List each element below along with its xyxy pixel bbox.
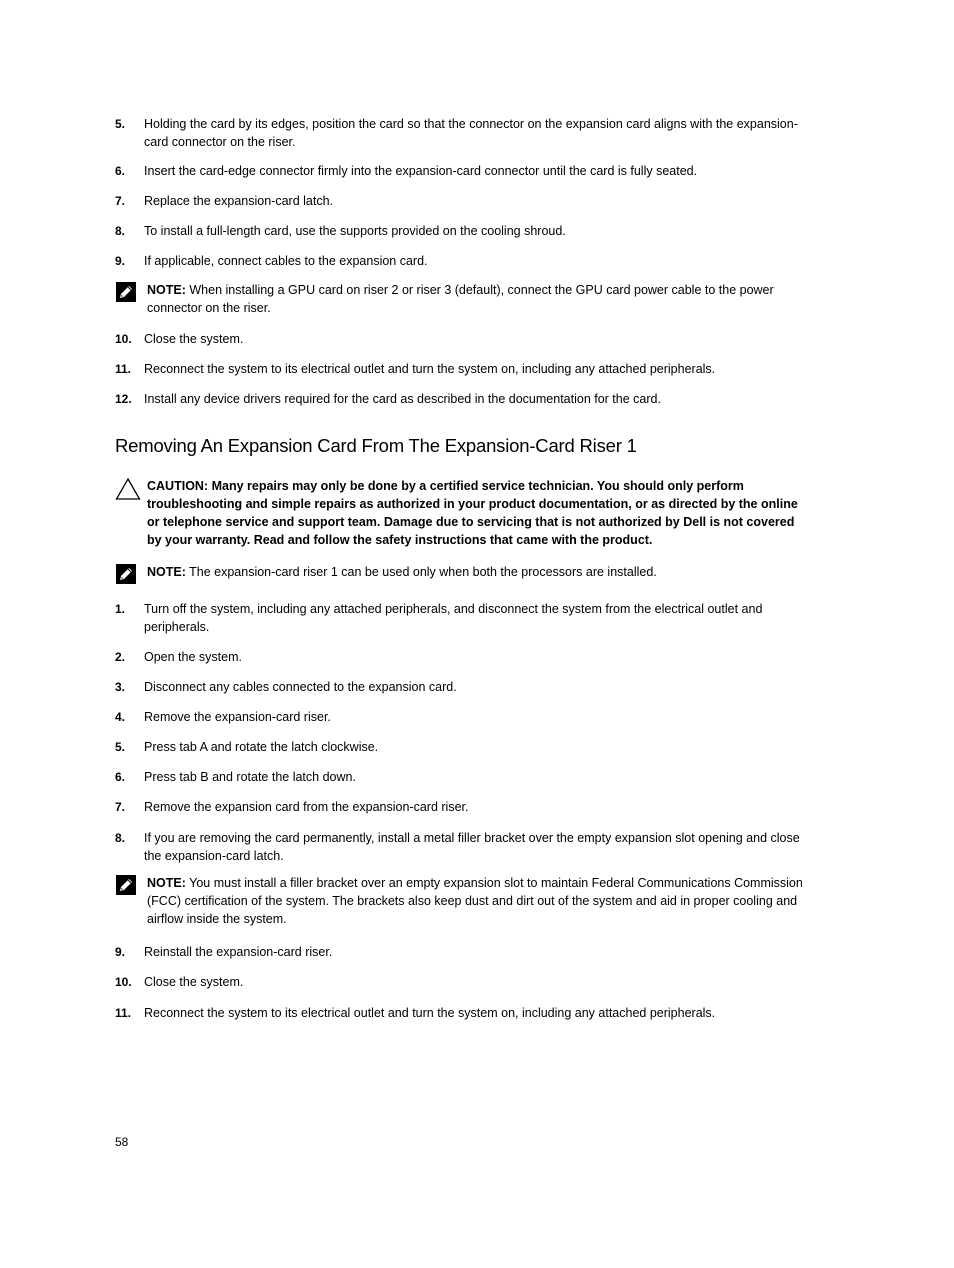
list-item bbox=[115, 600, 805, 636]
step-text: To install a full-length card, use the supports provided on the cooling shroud. bbox=[144, 224, 566, 238]
pencil-note-icon bbox=[115, 874, 147, 928]
step-number: 9. bbox=[115, 254, 126, 268]
step-text: Insert the card-edge connector firmly into the expansion-card connector until the card is fully seated. bbox=[144, 164, 698, 178]
step-number: 11. bbox=[115, 1006, 132, 1020]
step-text: Reinstall the expansion-card riser. bbox=[144, 945, 333, 959]
pencil-note-icon bbox=[115, 281, 147, 317]
step-text: Close the system. bbox=[144, 975, 244, 989]
caution-triangle-icon bbox=[115, 477, 147, 549]
step-text: Install any device drivers required for the card as described in the documentation for the card. bbox=[144, 392, 661, 406]
pencil-note-icon bbox=[115, 563, 147, 585]
step-number: 8. bbox=[115, 831, 126, 845]
page-number: 58 bbox=[115, 1135, 129, 1149]
step-text: Disconnect any cables connected to the expansion card. bbox=[144, 680, 457, 694]
step-text: Press tab B and rotate the latch down. bbox=[144, 770, 356, 784]
step-text: If applicable, connect cables to the expansion card. bbox=[144, 254, 428, 268]
note-label: NOTE: bbox=[147, 876, 186, 890]
list-item bbox=[115, 360, 805, 378]
list-item bbox=[115, 222, 805, 240]
step-text: If you are removing the card permanently, install a metal filler bracket over the empty expansion slot opening and close the expansion-card latch. bbox=[144, 831, 800, 863]
step-number: 11. bbox=[115, 362, 132, 376]
step-number: 10. bbox=[115, 332, 132, 346]
caution-block bbox=[115, 477, 805, 549]
step-text: Press tab A and rotate the latch clockwise. bbox=[144, 740, 379, 754]
step-number: 6. bbox=[115, 164, 126, 178]
step-number: 6. bbox=[115, 770, 126, 784]
list-item bbox=[115, 330, 805, 348]
note-riser bbox=[115, 563, 805, 585]
note-label: NOTE: bbox=[147, 565, 186, 579]
step-number: 7. bbox=[115, 800, 126, 814]
list-item bbox=[115, 973, 805, 991]
step-text: Close the system. bbox=[144, 332, 244, 346]
step-number: 5. bbox=[115, 740, 126, 754]
note-filler bbox=[115, 874, 805, 928]
step-number: 7. bbox=[115, 194, 126, 208]
step-text: Reconnect the system to its electrical outlet and turn the system on, including any attached peripherals. bbox=[144, 362, 716, 376]
note-label: NOTE: bbox=[147, 283, 186, 297]
step-number: 9. bbox=[115, 945, 126, 959]
list-item bbox=[115, 252, 805, 270]
note-gpu bbox=[115, 281, 805, 317]
list-item bbox=[115, 390, 805, 408]
list-item bbox=[115, 648, 805, 666]
list-item bbox=[115, 708, 805, 726]
list-item bbox=[115, 1004, 805, 1022]
note-text: The expansion-card riser 1 can be used only when both the processors are installed. bbox=[185, 565, 657, 579]
list-item bbox=[115, 768, 805, 786]
step-text: Holding the card by its edges, position the card so that the connector on the expansion card aligns with the expansion-card connector on the riser. bbox=[144, 117, 798, 149]
step-number: 4. bbox=[115, 710, 126, 724]
section-heading: Removing An Expansion Card From The Expansion-Card Riser 1 bbox=[115, 435, 637, 456]
note-text: You must install a filler bracket over an empty expansion slot to maintain Federal Communications Commission (FCC) certification of the system. The brackets also keep dust and dirt out of the system and aid in proper cooling and airflow inside the system. bbox=[147, 876, 803, 926]
list-item bbox=[115, 115, 805, 151]
step-number: 2. bbox=[115, 650, 126, 664]
list-item bbox=[115, 162, 805, 180]
caution-text: CAUTION: Many repairs may only be done by a certified service technician. You should only perform troubleshooting and simple repairs as authorized in your product documentation, or as directed by the online or telephone service and support team. Damage due to servicing that is not authorized by Dell is not covered by your warranty. Read and follow the safety instructions that came with the product. bbox=[147, 479, 798, 547]
list-item bbox=[115, 798, 805, 816]
step-number: 12. bbox=[115, 392, 132, 406]
note-text: When installing a GPU card on riser 2 or riser 3 (default), connect the GPU card power cable to the power connector on the riser. bbox=[147, 283, 774, 315]
step-number: 3. bbox=[115, 680, 126, 694]
step-number: 8. bbox=[115, 224, 126, 238]
list-item bbox=[115, 678, 805, 696]
list-item bbox=[115, 943, 805, 961]
step-text: Remove the expansion-card riser. bbox=[144, 710, 331, 724]
step-text: Turn off the system, including any attached peripherals, and disconnect the system from the electrical outlet and peripherals. bbox=[144, 602, 763, 634]
list-item bbox=[115, 192, 805, 210]
step-text: Replace the expansion-card latch. bbox=[144, 194, 334, 208]
step-number: 5. bbox=[115, 117, 126, 131]
list-item bbox=[115, 738, 805, 756]
step-number: 10. bbox=[115, 975, 132, 989]
step-text: Remove the expansion card from the expansion-card riser. bbox=[144, 800, 469, 814]
list-item bbox=[115, 829, 805, 865]
step-text: Reconnect the system to its electrical outlet and turn the system on, including any attached peripherals. bbox=[144, 1006, 716, 1020]
step-number: 1. bbox=[115, 602, 126, 616]
step-text: Open the system. bbox=[144, 650, 242, 664]
